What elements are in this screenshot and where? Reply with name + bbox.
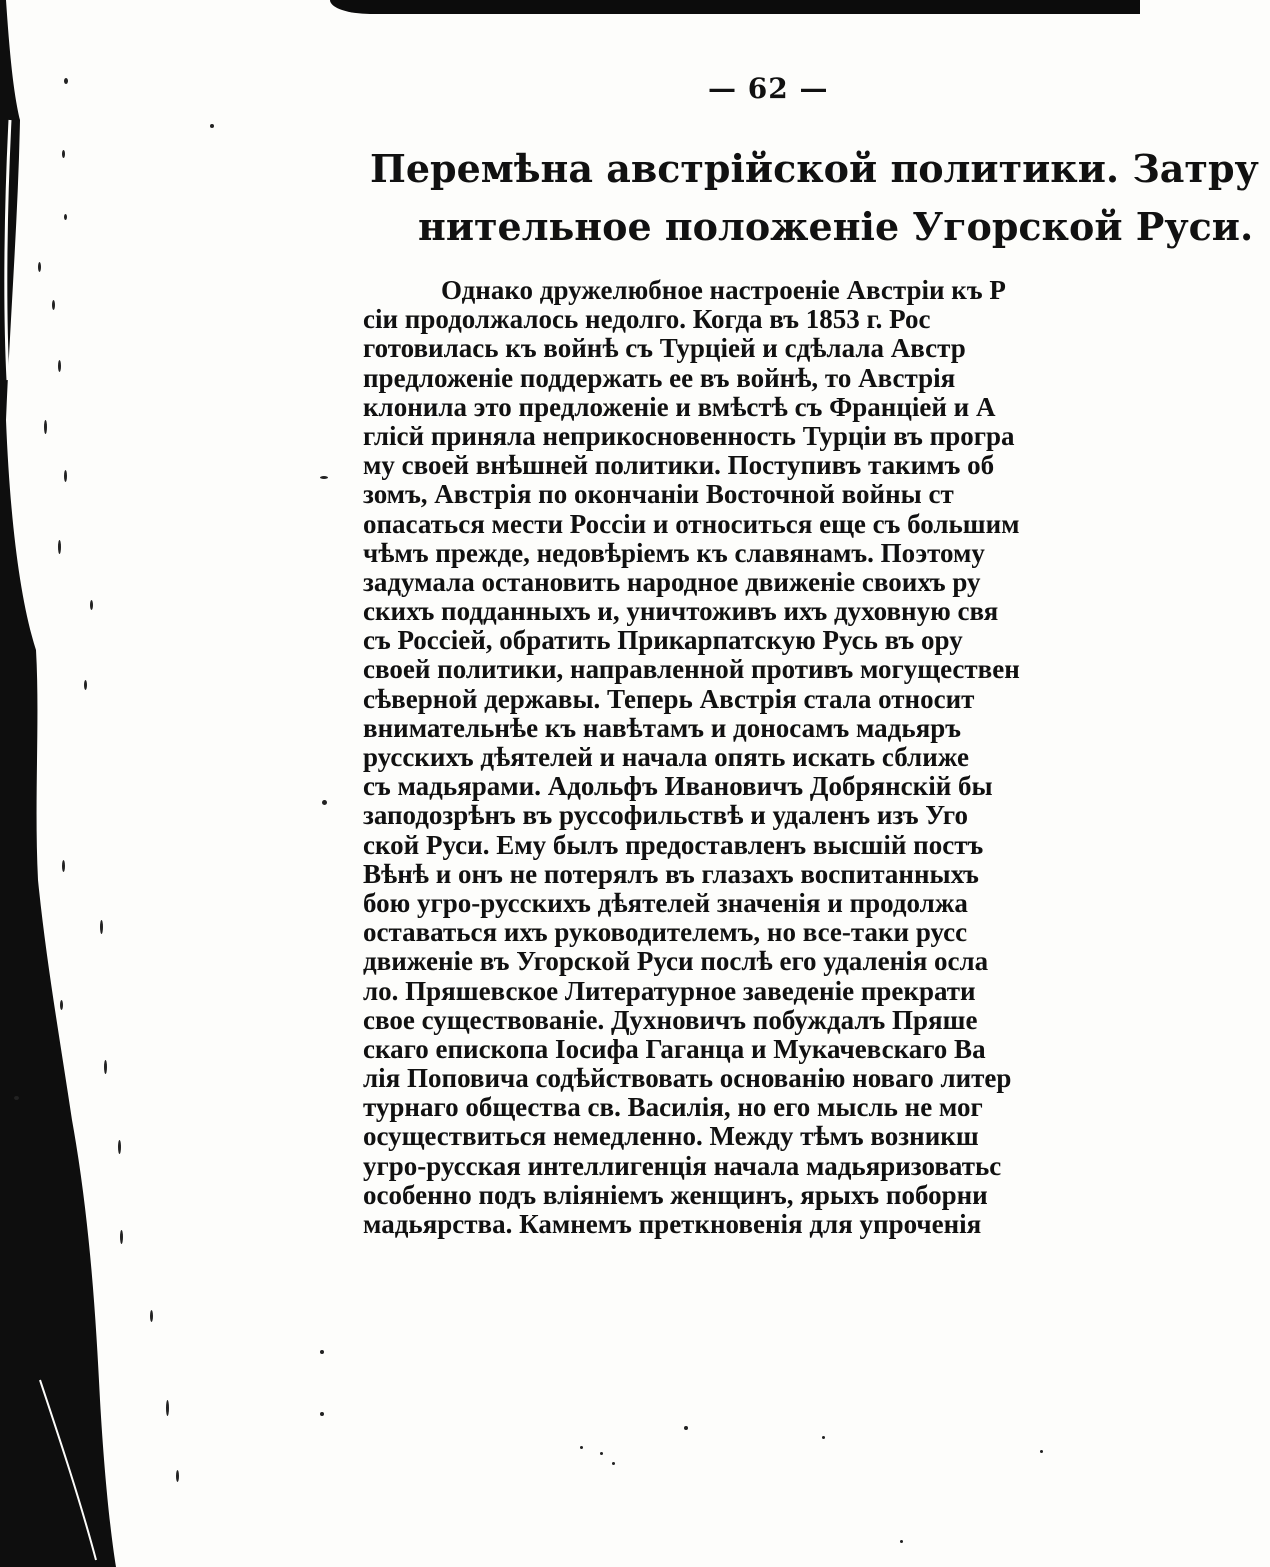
dust-speck <box>120 1230 123 1244</box>
dust-speck <box>600 1452 603 1455</box>
dust-speck <box>60 1000 63 1010</box>
dust-speck <box>320 476 328 479</box>
text-line: Вѣнѣ и онъ не потерялъ въ глазахъ воспитанныхъ <box>363 858 979 889</box>
text-line: чѣмъ прежде, недовѣріемъ къ славянамъ. Поэтому <box>363 537 985 568</box>
scan-top-shadow <box>330 0 1140 14</box>
page-number: — 62 — <box>708 72 829 105</box>
dust-speck <box>1040 1450 1043 1453</box>
dust-speck <box>166 1400 169 1416</box>
heading-line-1: Перемѣна австрійской политики. Затру <box>370 146 1259 191</box>
dust-speck <box>58 540 61 554</box>
dust-speck <box>64 214 67 220</box>
dust-speck <box>14 1096 19 1100</box>
text-line: съ мадьярами. Адольфъ Ивановичъ Добрянскій бы <box>363 771 993 802</box>
text-line: заподозрѣнъ въ руссофильствѣ и удаленъ изъ Уго <box>363 800 968 831</box>
text-line: оставаться ихъ руководителемъ, но все-таки русс <box>363 917 968 948</box>
text-line: ло. Пряшевское Литературное заведеніе прекрати <box>363 975 976 1006</box>
text-line: задумала остановить народное движеніе своихъ ру <box>363 566 981 597</box>
text-line: движеніе въ Угорской Руси послѣ его удаленія осла <box>363 946 989 977</box>
text-line: бою угро-русскихъ дѣятелей значенія и продолжа <box>363 887 968 918</box>
text-line: лія Поповича содѣйствовать основанію новаго литер <box>363 1063 1012 1094</box>
dust-speck <box>612 1462 615 1465</box>
dust-speck <box>320 1412 324 1416</box>
text-line: ской Руси. Ему былъ предоставленъ высшій постъ <box>363 829 984 860</box>
dust-speck <box>62 860 65 872</box>
dust-speck <box>44 420 47 434</box>
dust-speck <box>38 262 41 272</box>
chapter-heading <box>370 140 1270 256</box>
text-line: клонила это предложеніе и вмѣстѣ съ Франціей и А <box>363 391 996 422</box>
dust-speck <box>52 300 55 310</box>
text-line: сіи продолжалось недолго. Когда въ 1853 г. Рос <box>363 304 931 335</box>
text-line: готовилась къ войнѣ съ Турціей и сдѣлала Австр <box>363 333 966 364</box>
text-line: Однако дружелюбное настроеніе Австріи къ Р <box>441 275 1006 305</box>
text-line: мадьярства. Камнемъ преткновенія для упроченія <box>363 1209 982 1239</box>
scan-left-edge <box>0 0 120 1567</box>
dust-speck <box>64 78 68 84</box>
heading-line-2: нительное положеніе Угорской Руси. <box>418 204 1254 249</box>
text-line: свое существованіе. Духновичъ побуждалъ Пряше <box>363 1004 978 1035</box>
text-line: съ Россіей, обратить Прикарпатскую Русь въ ору <box>363 625 963 656</box>
text-line: русскихъ дѣятелей и начала опять искать сближе <box>363 742 969 772</box>
dust-speck <box>210 124 214 128</box>
text-line: угро-русская интеллигенція начала мадьяризоватьс <box>363 1150 1002 1181</box>
text-line: зомъ, Австрія по окончаніи Восточной войны ст <box>363 479 954 510</box>
dust-speck <box>104 1060 107 1074</box>
text-line: осуществиться немедленно. Между тѣмъ возникш <box>363 1121 979 1152</box>
dust-speck <box>322 800 327 805</box>
dust-speck <box>100 920 103 934</box>
dust-speck <box>684 1426 688 1430</box>
dust-speck <box>900 1540 903 1543</box>
text-line: глісй приняла неприкосновенность Турціи въ програ <box>363 420 1015 451</box>
dust-speck <box>822 1436 825 1439</box>
text-line: скаго епископа Іосифа Гаганца и Мукачевскаго Ва <box>363 1033 986 1064</box>
text-line: му своей внѣшней политики. Поступивъ такимъ об <box>363 450 995 481</box>
dust-speck <box>580 1446 583 1449</box>
dust-speck <box>62 150 65 158</box>
dust-speck <box>150 1310 153 1322</box>
text-line: турнаго общества св. Василія, но его мысль не мог <box>363 1092 983 1123</box>
text-line: своей политики, направленной противъ могуществен <box>363 654 1020 685</box>
dust-speck <box>118 1140 121 1154</box>
dust-speck <box>90 600 93 610</box>
body-paragraph <box>363 276 1263 1239</box>
text-line: внимательнѣе къ навѣтамъ и доносамъ мадьяръ <box>363 712 961 743</box>
text-line: предложеніе поддержать ее въ войнѣ, то Австрія <box>363 362 956 393</box>
dust-speck <box>84 680 87 690</box>
dust-speck <box>64 470 67 482</box>
text-line: особенно подъ вліяніемъ женщинъ, ярыхъ поборни <box>363 1179 988 1210</box>
dust-speck <box>58 360 61 372</box>
dust-speck <box>320 1350 324 1354</box>
text-line: опасаться мести Россіи и относиться еще съ большим <box>363 508 1020 539</box>
dust-speck <box>176 1470 179 1482</box>
text-line: сѣверной державы. Теперь Австрія стала относит <box>363 683 975 714</box>
text-line: скихъ подданныхъ и, уничтоживъ ихъ духовную свя <box>363 596 999 627</box>
